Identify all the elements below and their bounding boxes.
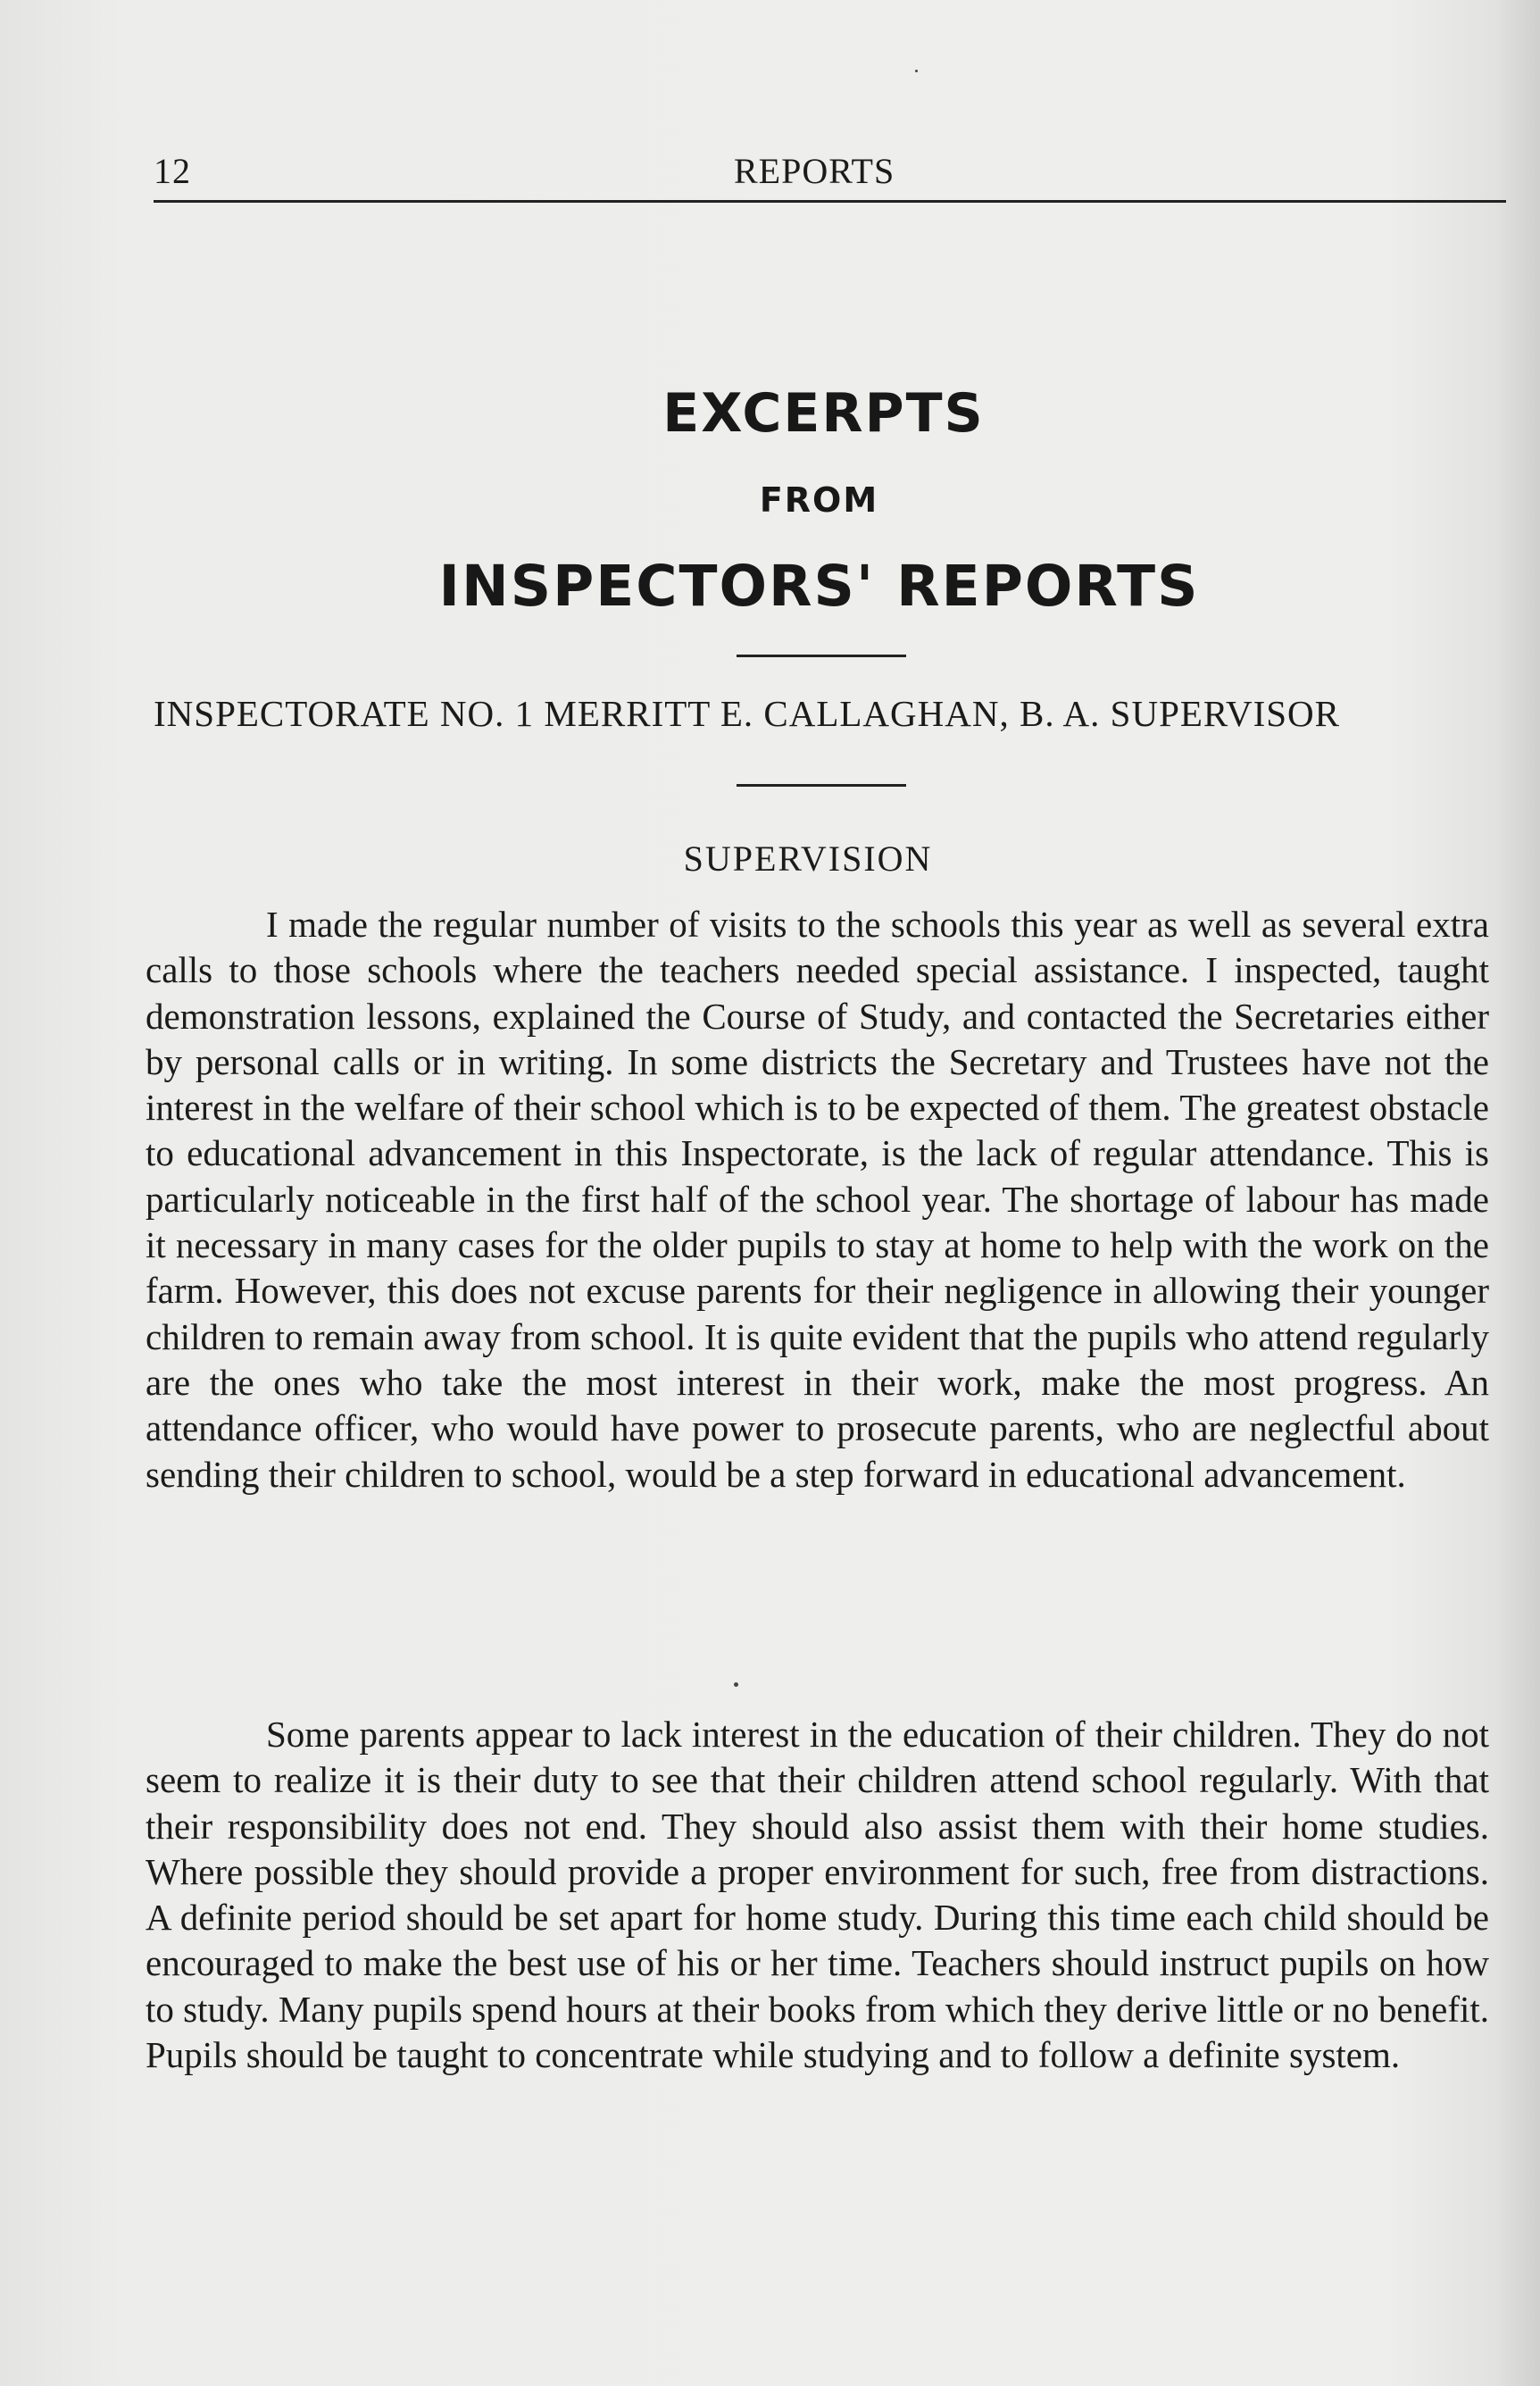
section-heading: SUPERVISION xyxy=(683,838,933,879)
paragraph-text: Some parents appear to lack interest in the education of their children. They do not seem to realize it is their duty to see that their children attend school regularly. With that their responsibility does not end. They should also assist them with their home studies. Where possible they should provide a proper environment for such, free from distractions. A definite period should be set apart for home study. During this time each child should be encouraged to make the best use of his or her time. Teachers should instruct pupils on how to study. Many pupils spend hours at their books from which they derive little or no benefit. Pupils should be taught to concentrate while studying and to follow a definite system. xyxy=(146,1714,1489,2076)
divider-rule-bottom xyxy=(737,784,906,787)
page-number: 12 xyxy=(154,151,191,191)
title-line-excerpts: EXCERPTS xyxy=(662,382,985,445)
title-line-from: FROM xyxy=(759,480,879,520)
header-rule xyxy=(154,200,1506,203)
title-line-inspectors-reports: INSPECTORS' REPORTS xyxy=(438,554,1200,619)
inspectorate-heading: INSPECTORATE NO. 1 MERRITT E. CALLAGHAN, B. A. SUPERVISOR xyxy=(154,693,1341,734)
page-header xyxy=(154,150,1506,195)
body-paragraph-2 xyxy=(146,1712,1489,2078)
body-paragraph-1 xyxy=(146,902,1489,1498)
print-speck xyxy=(734,1682,738,1687)
running-head: REPORTS xyxy=(734,151,895,191)
print-speck xyxy=(915,70,918,72)
divider-rule-top xyxy=(737,655,906,657)
paragraph-text: I made the regular number of visits to the schools this year as well as several extra calls to those schools where the teachers needed special assistance. I inspected, taught demonstration lessons, explained the Course of Study, and contacted the Secretaries either by personal calls or in writing. In some districts the Secretary and Trustees have not the interest in the welfare of their school which is to be expected of them. The greatest obstacle to educational advancement in this Inspectorate, is the lack of regular attendance. This is particularly noticeable in the first half of the school year. The shortage of labour has made it necessary in many cases for the older pupils to stay at home to help with the work on the farm. However, this does not excuse parents for their negligence in allowing their younger children to remain away from school. It is quite evident that the pupils who attend regularly are the ones who take the most interest in their work, make the most progress. An attendance officer, who would have power to prosecute parents, who are neglectful about sending their children to school, would be a step forward in educational advancement. xyxy=(146,904,1489,1495)
